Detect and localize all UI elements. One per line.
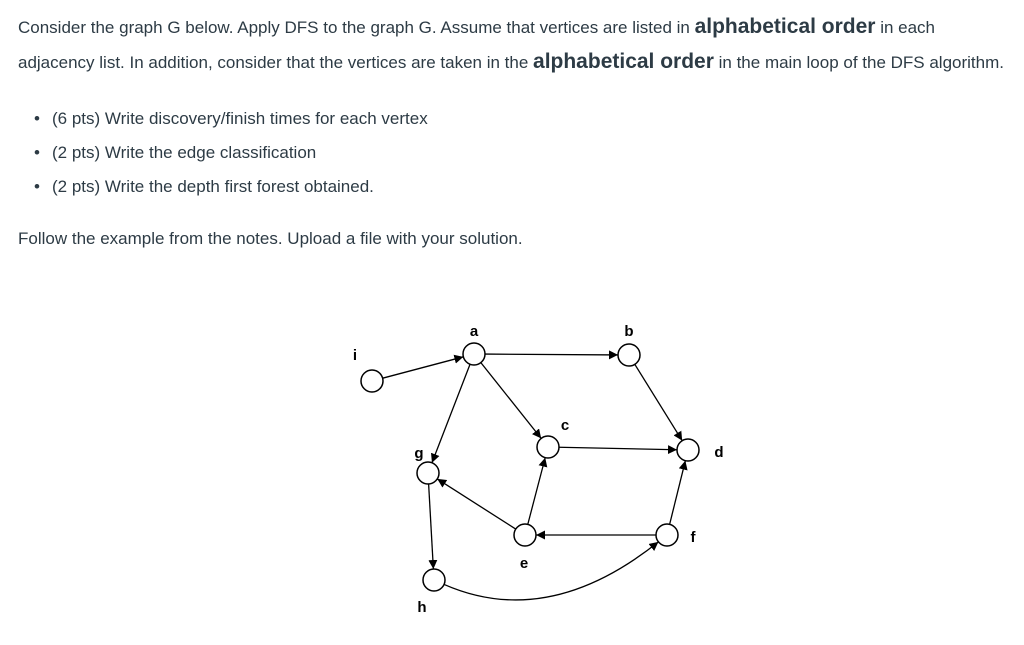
vertex-label-f: f xyxy=(690,529,696,546)
vertex-label-h: h xyxy=(417,599,427,616)
vertex-i xyxy=(361,370,383,392)
vertex-c xyxy=(537,436,559,458)
edge-g-to-h xyxy=(429,484,434,569)
vertex-h xyxy=(423,569,445,591)
vertex-label-e: e xyxy=(519,555,529,572)
task-text: (2 pts) Write the edge classification xyxy=(52,143,317,162)
edge-e-to-g xyxy=(437,479,515,529)
edge-a-to-c xyxy=(481,363,541,439)
vertex-label-a: a xyxy=(469,323,479,340)
edge-a-to-g xyxy=(432,364,470,462)
edge-e-to-c xyxy=(528,458,545,525)
task-text: (6 pts) Write discovery/finish times for each vertex xyxy=(52,109,428,128)
bullet: • xyxy=(34,109,40,128)
vertex-layer xyxy=(361,343,699,591)
vertex-label-i: i xyxy=(352,347,358,364)
edge-c-to-d xyxy=(559,447,677,450)
vertex-label-d: d xyxy=(714,444,724,461)
vertex-g xyxy=(417,462,439,484)
edge-i-to-a xyxy=(383,357,464,378)
vertex-a xyxy=(463,343,485,365)
bullet: • xyxy=(34,177,40,196)
vertex-label-g: g xyxy=(414,445,424,462)
intro-text-2: in each adjacency list. In addition, consider that the vertices are taken in the xyxy=(18,18,936,72)
vertex-label-c: c xyxy=(560,417,570,434)
vertex-label-b: b xyxy=(624,323,634,340)
emphasis-alphabetical-order-1: alphabetical order xyxy=(694,15,876,38)
edge-a-to-b xyxy=(485,354,618,355)
bullet: • xyxy=(34,143,40,162)
vertex-f xyxy=(656,524,678,546)
task-text: (2 pts) Write the depth first forest obtained. xyxy=(52,177,374,196)
vertex-label-layer xyxy=(353,323,724,616)
edge-b-to-d xyxy=(635,364,682,440)
edge-h-to-f xyxy=(444,542,658,600)
emphasis-alphabetical-order-2: alphabetical order xyxy=(533,50,714,73)
follow-instruction: Follow the example from the notes. Upload a file with your solution. xyxy=(18,229,523,248)
vertex-e xyxy=(514,524,536,546)
vertex-b xyxy=(618,344,640,366)
intro-text-3: in the main loop of the DFS algorithm. xyxy=(713,53,1004,72)
intro-text-1: Consider the graph G below. Apply DFS to the graph G. Assume that vertices are listed in xyxy=(18,18,695,37)
vertex-d xyxy=(677,439,699,461)
edge-f-to-d xyxy=(670,461,686,525)
